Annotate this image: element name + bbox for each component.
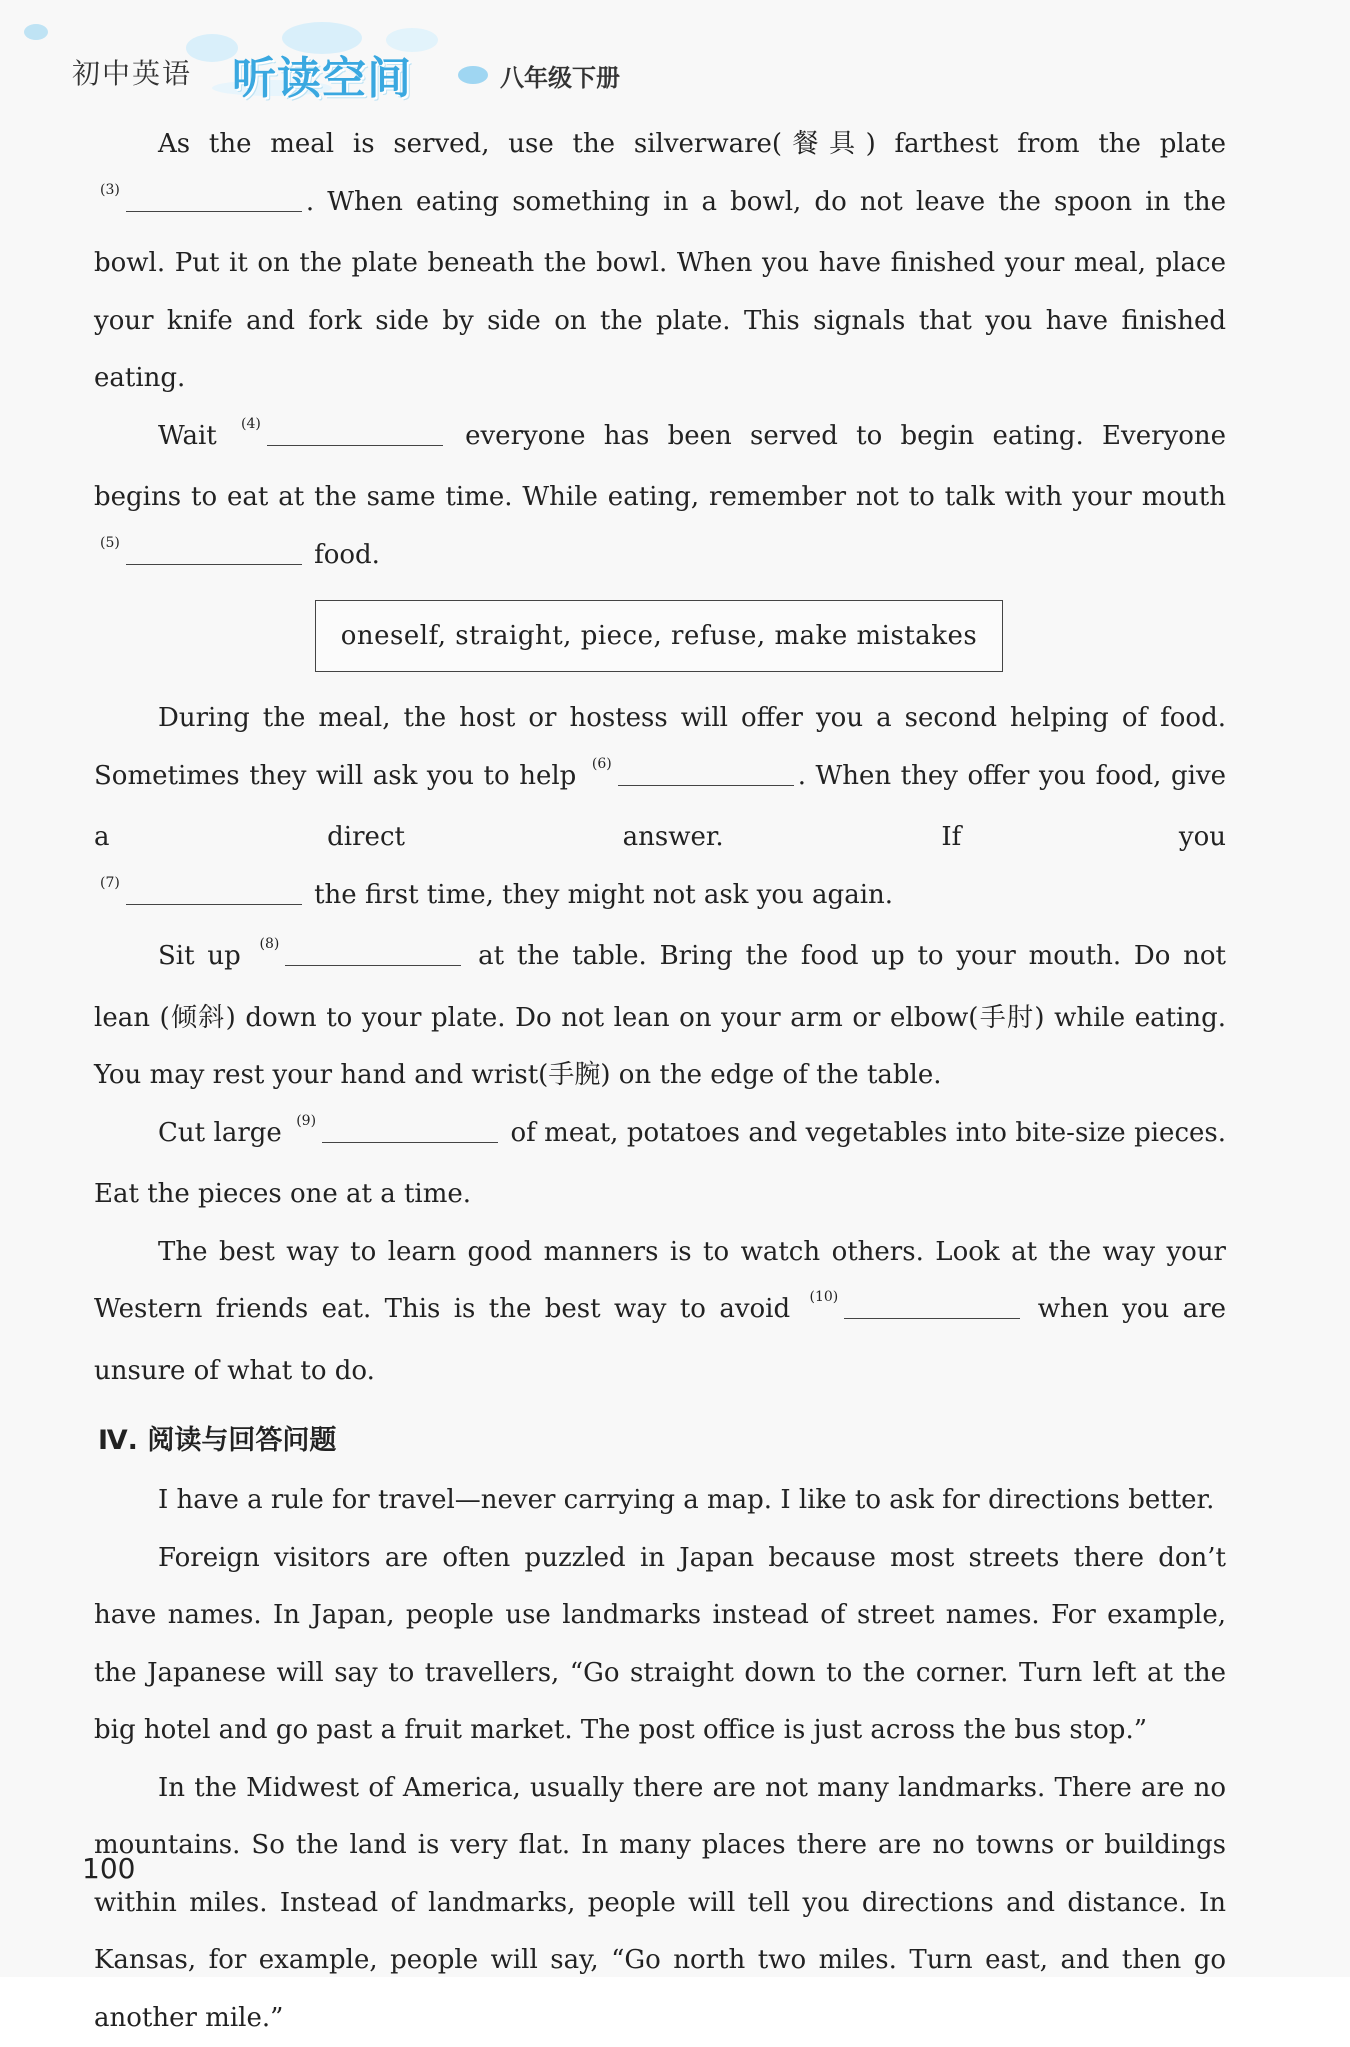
answer-blank[interactable] [322,1112,498,1143]
paragraph: Wait $^{(4)}$ everyone has been served to begin eating. Everyone begins to eat at the same time. While eating, remember not to talk with your mouth [94,408,1226,527]
page-content [94,116,1226,2047]
brand-name: 听读空间 [232,42,412,106]
answer-blank[interactable] [267,415,443,446]
paragraph: $^{(7)}$ the first time, they might not ask you again. [94,867,1226,929]
section-heading: Ⅳ. 阅读与回答问题 [98,1410,1226,1472]
paragraph: I have a rule for travel—never carrying a map. I like to ask for directions better. [94,1472,1226,1530]
answer-blank[interactable] [618,755,794,786]
paragraph: During the meal, the host or hostess will offer you a second helping of food. Sometimes they will ask you to help $^{(6)}$ . When they offer you food, give a direct answer. If you [94,690,1226,867]
page-number: 100 [82,1852,135,1885]
paragraph: $^{(3)}$ . When eating something in a bowl, do not leave the spoon in the bowl. Put it on the plate beneath the bowl. When you have finished your meal, place your knife and fork side by side on the plate. This signals that you have finished eating. [94,174,1226,408]
answer-blank[interactable] [126,181,302,212]
paragraph: Cut large $^{(9)}$ of meat, potatoes and vegetables into bite-size pieces. Eat the pieces one at a time. [94,1105,1226,1224]
paragraph: $^{(5)}$ food. [94,527,1226,589]
grade-label: 八年级下册 [500,58,620,93]
header-dot-icon [458,66,488,84]
word-bank-box: oneself, straight, piece, refuse, make mistakes [315,600,1003,672]
answer-blank[interactable] [844,1288,1020,1319]
paragraph: Sit up $^{(8)}$ at the table. Bring the food up to your mouth. Do not lean (倾斜) down to your plate. Do not lean on your arm or elbow(手肘) while eating. You may rest your hand and wrist(手腕) on the edge of the table. [94,928,1226,1105]
paragraph: In the Midwest of America, usually there are not many landmarks. There are no mountains. So the land is very flat. In many places there are no towns or buildings within miles. Instead of landmarks, people will tell you directions and distance. In Kansas, for example, people will say, “Go north two miles. Turn east, and then go another mile.” [94,1760,1226,2047]
paragraph: The best way to learn good manners is to watch others. Look at the way your Western friends eat. This is the best way to avoid $^{(10)}$ when you are unsure of what to do. [94,1224,1226,1401]
page-header [22,18,1310,98]
answer-blank[interactable] [126,874,302,905]
answer-blank[interactable] [285,935,461,966]
answer-blank[interactable] [126,534,302,565]
series-name: 初中英语 [72,52,192,92]
paragraph: As the meal is served, use the silverware(餐具) farthest from the plate [94,116,1226,174]
paragraph: Foreign visitors are often puzzled in Japan because most streets there don’t have names. In Japan, people use landmarks instead of street names. For example, the Japanese will say to travellers, “Go straight down to the corner. Turn left at the big hotel and go past a fruit market. The post office is just across the bus stop.” [94,1530,1226,1760]
